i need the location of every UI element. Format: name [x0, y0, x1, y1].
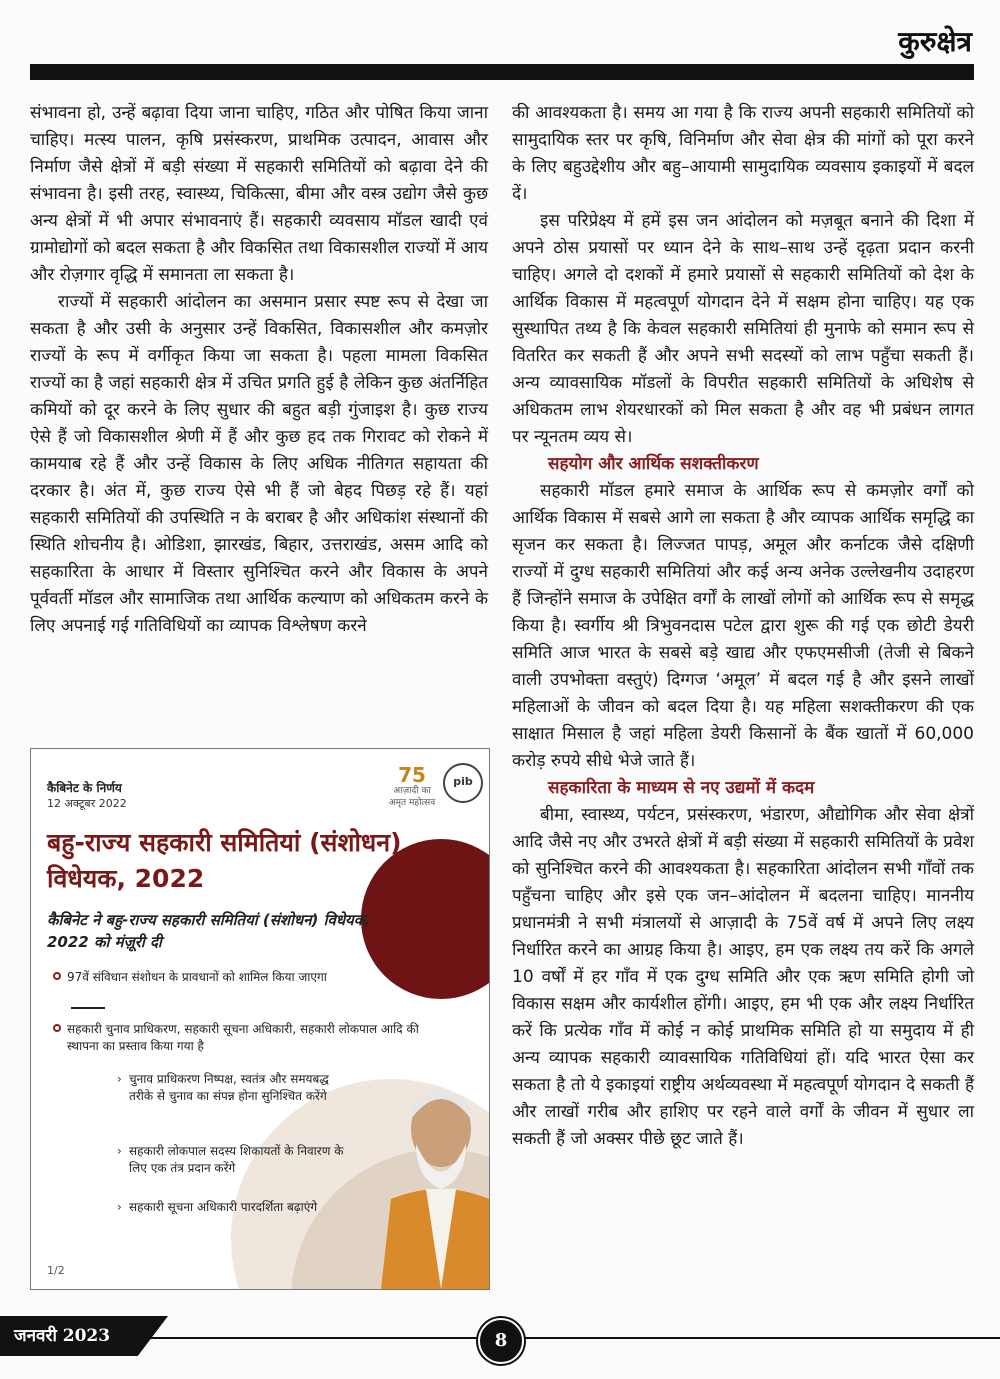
page-number: 8 — [478, 1318, 524, 1364]
bullet-icon — [53, 1024, 61, 1032]
azadi-logo: 75 आज़ादी का अमृत महोत्सव — [388, 763, 436, 808]
paragraph: की आवश्यकता है। समय आ गया है कि राज्य अपनी सहकारी समितियों को सामुदायिक स्तर पर कृषि, विनिर्माण और सेवा क्षेत्र की मांगों को पूरा करने के लिए बहुउद्देशीय और बहु–आयामी सामुदायिक व्यवसाय इकाइयों में बदल दें। — [512, 103, 974, 204]
cabinet-decision-infographic — [30, 748, 490, 1290]
left-column — [30, 100, 488, 640]
infobox-subtitle: कैबिनेट ने बहु-राज्य सहकारी समितियां (संशोधन) विधेयक, 2022 को मंज़ूरी दी — [47, 911, 371, 951]
paragraph: बीमा, स्वास्थ्य, पर्यटन, प्रसंस्करण, भंडारण, औद्योगिक और सेवा क्षेत्रों आदि जैसे नए और उभरते क्षेत्रों में बड़ी संख्या में सहकारी समितियों के प्रवेश को सुनिश्चित करने की आवश्यकता है। सहकारिता आंदोलन सभी गाँवों तक पहुँचना चाहिए और इसे एक जन–आंदोलन में बदलना चाहिए। माननीय प्रधानमंत्री ने सभी मंत्रालयों से आज़ादी के 75वें वर्ष में अपने लिए लक्ष्य निर्धारित करने का आग्रह किया है। आइए, हम एक लक्ष्य तय करें कि अगले 10 वर्षों में हर गाँव में एक दुग्ध समिति और एक ऋण समिति होगी जो विकास सक्षम और कार्यशील होंगी। आइए, हम भी एक और लक्ष्य निर्धारित करें कि प्रत्येक गाँव में कोई न कोई प्राथमिक समिति हो या समुदाय में ही अन्य व्यापक सहकारी व्यावसायिक गतिविधियां हों। यदि भारत ऐसा कर सकता है तो ये इकाइयां राष्ट्रीय अर्थव्यवस्था में महत्वपूर्ण योगदान दे सकती हैं और लाखों गरीब और हाशिए पर रहने वाले वर्गों के जीवन में सुधार ला सकती हैं जो अक्सर पीछे छूट जाते हैं। — [512, 805, 974, 1149]
infobox-label: कैबिनेट के निर्णय — [47, 781, 122, 795]
divider — [71, 1007, 105, 1009]
arrow-icon: › — [117, 1200, 122, 1214]
arrow-icon: › — [117, 1072, 122, 1086]
bullet-icon — [53, 972, 61, 980]
infobox-page-indicator: 1/2 — [47, 1264, 65, 1277]
paragraph: सहकारी मॉडल हमारे समाज के आर्थिक रूप से कमज़ोर वर्गों को आर्थिक विकास में सबसे आगे ला सकता है और व्यापक आर्थिक समृद्धि का सृजन कर सकता है। लिज्जत पापड़, अमूल और कर्नाटक जैसे दक्षिणी राज्यों में दुग्ध सहकारी समितियां और कई अन्य अनेक उल्लेखनीय उदाहरण हैं जिन्होंने समाज के उपेक्षित वर्गों के लाखों लोगों को आर्थिक रूप से समृद्ध किया है। स्वर्गीय श्री त्रिभुवनदास पटेल द्वारा शुरू की गई एक छोटी डेयरी समिति आज भारत के सबसे बड़े खाद्य और एफएमसीजी (तेजी से बिकने वाली उपभोक्ता वस्तुएं) दिग्गज ‘अमूल’ में बदल गई है और इसने लाखों महिलाओं के जीवन को बदल दिया है। यह महिला सशक्तीकरण की एक साक्षात मिसाल है जहां महिला डेयरी किसानों के बैंक खातों में 60,000 करोड़ रुपये सीधे भेजे जाते हैं। — [512, 481, 974, 771]
infobox-bullet: 97वें संविधान संशोधन के प्रावधानों को शामिल किया जाएगा — [67, 969, 447, 986]
paragraph: संभावना हो, उन्हें बढ़ावा दिया जाना चाहिए, गठित और पोषित किया जाना चाहिए। मत्स्य पालन, कृषि प्रसंस्करण, प्राथमिक उत्पादन, आवास और निर्माण जैसे क्षेत्रों में बड़ी संख्या में सहकारी समितियों को बढ़ावा देने की संभावना है। इसी तरह, स्वास्थ्य, चिकित्सा, बीमा और वस्त्र उद्योग जैसे कुछ अन्य क्षेत्रों में भी अपार संभावनाएं हैं। सहकारी व्यवसाय मॉडल खादी एवं ग्रामोद्योगों को बदल सकता है और विकसित तथा विकासशील राज्यों में आय और रोज़गार वृद्धि में समानता ला सकता है। — [30, 103, 488, 285]
paragraph: राज्यों में सहकारी आंदोलन का असमान प्रसार स्पष्ट रूप से देखा जा सकता है और उसी के अनुसार उन्हें विकसित, विकासशील और कमज़ोर राज्यों के रूप में वर्गीकृत किया जा सकता है। पहला मामला विकसित राज्यों का है जहां सहकारी क्षेत्र में उचित प्रगति हुई है लेकिन कुछ अंतर्निहित कमियों को दूर करने के लिए सुधार की बहुत बड़ी गुंजाइश है। कुछ राज्य ऐसे हैं जो विकासशील श्रेणी में हैं और कुछ हद तक गिरावट को रोकने में कामयाब रहे हैं और उन्हें विकास के लिए अधिक नीतिगत सहायता की दरकार है। अंत में, कुछ राज्य ऐसे भी हैं जो बेहद पिछड़ रहे हैं। यहां सहकारी समितियों की उपस्थिति न के बराबर है और अधिकांश संस्थानों की स्थिति शोचनीय है। ओडिशा, झारखंड, बिहार, उत्तराखंड, असम आदि को सहकारिता के आधार में विस्तार सुनिश्चित करने और विकास के अपने पूर्ववर्ती मॉडल और सामाजिक तथा आर्थिक कल्याण को अधिकतम करने के लिए अपनाई गई गतिविधियों का व्यापक विश्लेषण करने — [30, 292, 488, 636]
right-column — [512, 100, 974, 1153]
infobox-subpoint: › चुनाव प्राधिकरण निष्पक्ष, स्वतंत्र और समयबद्ध तरीके से चुनाव का संपन्न होना सुनिश्चित करेंगे — [117, 1072, 329, 1103]
pib-logo: pib — [443, 763, 483, 803]
arrow-icon: › — [117, 1144, 122, 1158]
header-rule — [30, 64, 974, 80]
infobox-subpoint: › सहकारी लोकपाल सदस्य शिकायतों के निवारण के लिए एक तंत्र प्रदान करेंगे — [117, 1144, 344, 1175]
issue-month: जनवरी 2023 — [14, 1326, 111, 1346]
infobox-subpoint: › सहकारी सूचना अधिकारी पारदर्शिता बढ़ाएंगे — [117, 1200, 318, 1214]
footer-rule — [150, 1337, 1000, 1339]
section-heading: सहकारिता के माध्यम से नए उद्यमों में कदम — [548, 778, 815, 798]
magazine-masthead: कुरुक्षेत्र — [898, 25, 972, 58]
prime-minister-photo — [371, 1049, 489, 1289]
infobox-date: 12 अक्टूबर 2022 — [47, 797, 127, 810]
paragraph: इस परिप्रेक्ष्य में हमें इस जन आंदोलन को मज़बूत बनाने की दिशा में अपने ठोस प्रयासों पर ध्यान देने के साथ–साथ उन्हें दृढ़ता प्रदान करनी चाहिए। अगले दो दशकों में हमारे प्रयासों से सहकारी समितियों को देश के आर्थिक विकास में महत्वपूर्ण योगदान देने में सक्षम होना चाहिए। यह एक सुस्थापित तथ्य है कि केवल सहकारी समितियां ही मुनाफे को समान रूप से वितरित कर सकती हैं और अपने सभी सदस्यों को लाभ पहुँचा सकती हैं। अन्य व्यावसायिक मॉडलों के विपरीत सहकारी समितियों के अधिशेष से अधिकतम लाभ शेयरधारकों को मिल सकता है और वह भी प्रबंधन लागत पर न्यूनतम व्यय से। — [512, 211, 974, 447]
section-heading: सहयोग और आर्थिक सशक्तीकरण — [548, 454, 759, 474]
infobox-bullet: सहकारी चुनाव प्राधिकरण, सहकारी सूचना अधिकारी, सहकारी लोकपाल आदि की स्थापना का प्रस्ताव किया गया है — [67, 1021, 437, 1055]
infobox-title: बहु-राज्य सहकारी समितियां (संशोधन) विधेयक, 2022 — [47, 828, 402, 893]
